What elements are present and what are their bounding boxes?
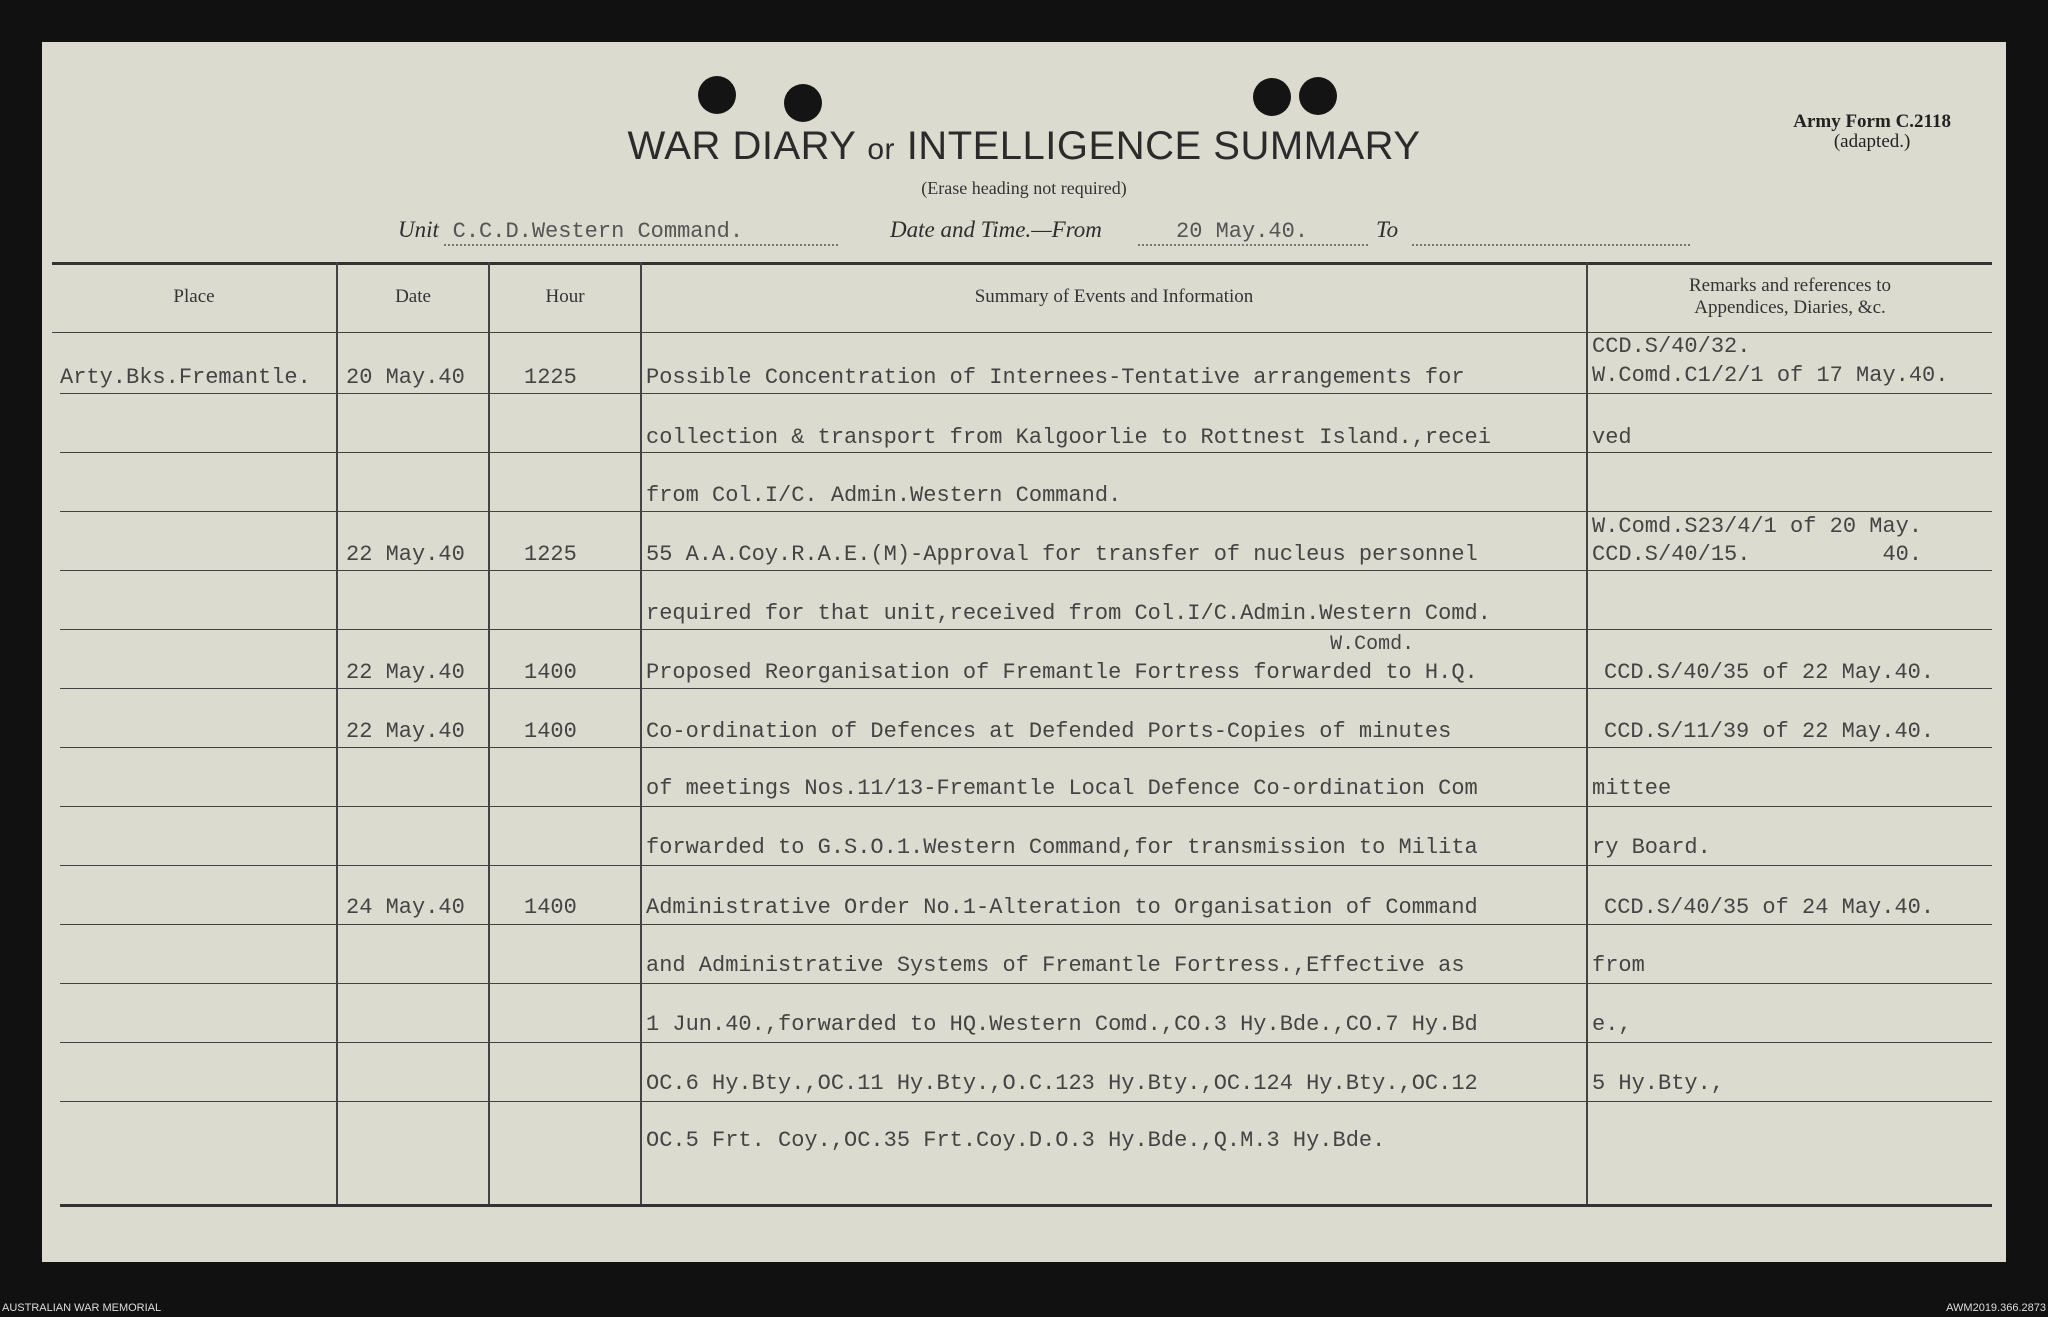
unit-field — [398, 217, 743, 244]
to-field — [1376, 217, 1398, 243]
remarks-cell: 5 Hy.Bty., — [1592, 1071, 1725, 1096]
row-rule — [60, 865, 1992, 866]
summary-cell: OC.5 Frt. Coy.,OC.35 Frt.Coy.D.O.3 Hy.Bde.,Q.M.3 Hy.Bde. — [646, 1128, 1386, 1153]
remarks-cell: CCD.S/40/35 of 24 May.40. — [1604, 895, 1935, 920]
date-cell: 22 May.40 — [346, 542, 465, 567]
remarks-cell: mittee — [1592, 776, 1672, 801]
form-name: Army Form C.2118 — [1793, 111, 1951, 132]
col-header-place: Place — [173, 286, 215, 307]
row-rule — [60, 393, 1992, 394]
unit-label: Unit — [398, 217, 439, 242]
date-value-wrap — [1176, 217, 1308, 244]
to-label: To — [1376, 217, 1399, 242]
punch-hole — [1299, 77, 1337, 115]
date-cell: 20 May.40 — [346, 365, 465, 390]
column-divider — [1586, 262, 1588, 1206]
to-dotted-line — [1412, 244, 1690, 246]
summary-cell: Administrative Order No.1-Alteration to Organisation of Command — [646, 895, 1478, 920]
row-rule — [60, 1042, 1992, 1043]
remarks-cell: ved — [1592, 425, 1632, 450]
col-header-hour: Hour — [545, 286, 585, 307]
column-divider — [640, 262, 642, 1206]
summary-cell: OC.6 Hy.Bty.,OC.11 Hy.Bty.,O.C.123 Hy.Bty.,OC.124 Hy.Bty.,OC.12 — [646, 1071, 1478, 1096]
title-war-diary: WAR DIARY — [627, 124, 856, 168]
row-rule — [60, 570, 1992, 571]
col-header-remarks — [1588, 262, 1992, 332]
title-or: or — [867, 133, 896, 166]
hour-cell: 1225 — [524, 365, 577, 390]
form-note: (adapted.) — [1833, 131, 1911, 152]
row-rule — [60, 806, 1992, 807]
summary-cell: forwarded to G.S.O.1.Western Command,for transmission to Milita — [646, 835, 1478, 860]
remarks-cell: ry Board. — [1592, 835, 1711, 860]
unit-value: C.C.D.Western Command. — [452, 219, 744, 244]
date-label: Date and Time.—From — [890, 217, 1102, 242]
remarks-cell: e., — [1592, 1012, 1632, 1037]
date-dotted-line — [1138, 244, 1368, 246]
form-reference — [1793, 112, 1951, 152]
summary-cell: 1 Jun.40.,forwarded to HQ.Western Comd.,CO.3 Hy.Bde.,CO.7 Hy.Bd — [646, 1012, 1478, 1037]
row-rule — [60, 452, 1992, 453]
date-field — [890, 217, 1102, 243]
row-rule — [60, 924, 1992, 925]
hour-cell: 1400 — [524, 895, 577, 920]
header-rule — [52, 332, 1992, 333]
punch-hole — [784, 84, 822, 122]
remarks-cell: CCD.S/40/15. 40. — [1592, 542, 1923, 567]
remarks-cell: CCD.S/40/32. — [1592, 334, 1751, 359]
summary-cell: Proposed Reorganisation of Fremantle Fortress forwarded to H.Q. — [646, 660, 1478, 685]
summary-cell: 55 A.A.Coy.R.A.E.(M)-Approval for transfer of nucleus personnel — [646, 542, 1478, 567]
column-divider — [488, 262, 490, 1206]
date-cell: 24 May.40 — [346, 895, 465, 920]
hour-cell: 1225 — [524, 542, 577, 567]
erase-note: (Erase heading not required) — [921, 178, 1127, 198]
hour-cell: 1400 — [524, 719, 577, 744]
date-value: 20 May.40. — [1176, 219, 1309, 244]
summary-cell: of meetings Nos.11/13-Fremantle Local Defence Co-ordination Com — [646, 776, 1478, 801]
column-divider — [336, 262, 338, 1206]
diary-table — [52, 262, 1992, 1208]
date-cell: 22 May.40 — [346, 660, 465, 685]
summary-cell: and Administrative Systems of Fremantle Fortress.,Effective as — [646, 953, 1465, 978]
remarks-cell: from — [1592, 953, 1645, 978]
col-header-summary: Summary of Events and Information — [974, 286, 1254, 307]
title-intelligence-summary: INTELLIGENCE SUMMARY — [906, 124, 1421, 168]
row-rule — [60, 747, 1992, 748]
punch-hole — [698, 76, 736, 114]
row-rule — [60, 688, 1992, 689]
footer-accession: AWM2019.366.2873 — [1946, 1302, 2046, 1314]
remarks-cell: CCD.S/11/39 of 22 May.40. — [1604, 719, 1935, 744]
unit-dotted-line — [444, 244, 838, 246]
row-rule — [60, 629, 1992, 630]
hour-cell: 1400 — [524, 660, 577, 685]
row-rule — [60, 511, 1992, 512]
remarks-cell: W.Comd.S23/4/1 of 20 May. — [1592, 514, 1923, 539]
punch-hole — [1253, 78, 1291, 116]
date-cell: 22 May.40 — [346, 719, 465, 744]
diary-sheet — [42, 42, 2006, 1262]
summary-cell: required for that unit,received from Col.I/C.Admin.Western Comd. — [646, 601, 1491, 626]
summary-cell: Co-ordination of Defences at Defended Ports-Copies of minutes — [646, 719, 1452, 744]
footer-credit: AUSTRALIAN WAR MEMORIAL — [2, 1302, 162, 1314]
remarks-cell: W.Comd.C1/2/1 of 17 May.40. — [1592, 363, 1949, 388]
place-cell: Arty.Bks.Fremantle. — [60, 365, 311, 390]
row-rule — [60, 983, 1992, 984]
col-header-date: Date — [395, 286, 431, 307]
form-title — [42, 124, 2006, 169]
summary-cell: from Col.I/C. Admin.Western Command. — [646, 483, 1122, 508]
summary-cell: collection & transport from Kalgoorlie to Rottnest Island.,recei — [646, 425, 1491, 450]
remarks-header-line2: Appendices, Diaries, &c. — [1694, 297, 1886, 318]
remarks-cell: CCD.S/40/35 of 22 May.40. — [1604, 660, 1935, 685]
summary-annotation: W.Comd. — [646, 633, 1415, 656]
table-bottom-rule — [60, 1204, 1992, 1207]
row-rule — [60, 1101, 1992, 1102]
remarks-header-line1: Remarks and references to — [1688, 275, 1892, 296]
summary-cell: Possible Concentration of Internees-Tentative arrangements for — [646, 365, 1465, 390]
